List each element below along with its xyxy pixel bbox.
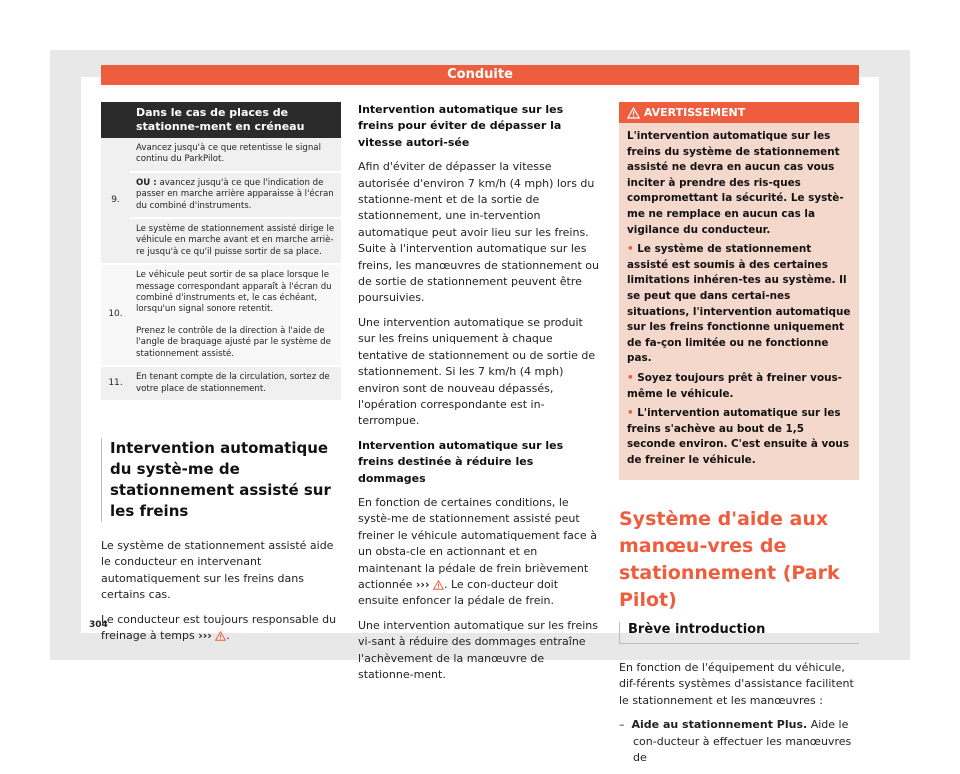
chapter-title-park-pilot: Système d'aide aux manœu-vres de stationnement (Park Pilot): [619, 508, 840, 612]
steps-table: [101, 102, 341, 400]
subheading-speed: Intervention automatique sur les freins pour éviter de dépasser la vitesse autori-sée: [358, 103, 564, 149]
paragraph-text: En fonction de certaines conditions, le systè-me de stationnement assisté peut freiner le véhicule automatiquement face à un obsta-cle en actionnant et en maintenant la pédale de frein brièvement actionnée: [358, 495, 597, 591]
warning-bullet: [627, 242, 851, 367]
table-row: [101, 264, 341, 321]
step-number: 11.: [101, 366, 130, 400]
paragraph: [358, 495, 602, 610]
warning-box: [619, 102, 859, 480]
cross-ref-arrow[interactable]: ›››: [415, 577, 430, 591]
table-row: [101, 172, 341, 218]
table-row: [101, 138, 341, 172]
subheading-damage: Intervention automatique sur les freins destinée à réduire les dommages: [358, 438, 564, 485]
paragraph-text: Le conducteur est toujours responsable du freinage à temps: [101, 612, 337, 642]
section-title-auto-braking: Intervention automatique du systè-me de stationnement assisté sur les freins: [101, 438, 341, 522]
warning-bullet: [627, 371, 851, 402]
step-number: 9.: [101, 138, 130, 264]
warning-header: [619, 102, 859, 123]
warning-title: AVERTISSEMENT: [643, 106, 746, 119]
list-item: [619, 717, 859, 766]
paragraph: Une intervention automatique se produit sur les freins uniquement à chaque tentative de stationnement ou de sortie de stationnement. Si les 7 km/h (4 mph) environ sont de nouveau dépassés, l'opération correspondante est in-terrompue.: [358, 315, 596, 428]
warning-triangle-icon[interactable]: [433, 580, 444, 590]
step-text: Prenez le contrôle de la direction à l'aide de l'angle de braquage ajusté par le système de stationnement assisté.: [130, 321, 341, 366]
step-number: 10.: [101, 264, 130, 366]
warning-triangle-icon[interactable]: [215, 631, 226, 641]
warning-body: [619, 123, 859, 480]
page-number: 304: [89, 620, 108, 630]
warning-paragraph: L'intervention automatique sur les freins du système de stationnement assisté ne devra en aucun cas vous inciter à prendre des ris-ques compromettant la sécurité. Le systè-me ne remplace en aucun cas la vigilance du conducteur.: [627, 130, 844, 236]
warning-bullet-text: L'intervention automatique sur les freins s'achève au bout de 1,5 seconde environ. C'est ensuite à vous de freiner le véhicule.: [627, 407, 849, 466]
list-item-bold: Aide au stationnement Plus.: [631, 718, 808, 732]
column-left: [101, 102, 341, 652]
column-middle: [358, 102, 602, 691]
table-row: [101, 321, 341, 366]
bullet-marker: •: [627, 407, 634, 420]
step-text: Le véhicule peut sortir de sa place lorsque le message correspondant apparaît à l'écran du combiné d'instruments et, le cas échéant, lorsqu'un signal sonore retentit.: [130, 264, 341, 321]
step-text: Le système de stationnement assisté dirige le véhicule en marche avant et en marche arriè-re jusqu'à ce qu'il puisse sortir de sa place.: [130, 218, 341, 264]
bullet-marker: •: [627, 243, 634, 256]
paragraph-text: . Le con-ducteur doit ensuite enfoncer la pédale de frein.: [358, 577, 559, 608]
paragraph: En fonction de l'équipement du véhicule, dif-férents systèmes d'assistance facilitent le stationnement et les manœuvres :: [619, 660, 854, 707]
or-prefix: OU :: [136, 177, 157, 188]
paragraph: Afin d'éviter de dépasser la vitesse autorisée d'environ 7 km/h (4 mph) lors du stationne-ment et de la sortie de stationnement, une in-tervention automatique peut avoir lieu sur les freins. Suite à l'intervention automatique sur les freins, les manœuvres de stationnement ou de sortie de stationnement peuvent être poursuivies.: [358, 160, 599, 305]
step-text-or: avancez jusqu'à ce que l'indication de passer en marche arrière apparaisse à l'écran du combiné d'instruments.: [136, 177, 334, 211]
subsection-title-brief: Brève introduction: [619, 622, 859, 643]
warning-triangle-icon: [627, 107, 640, 119]
bullet-marker: •: [627, 371, 634, 384]
list-item-text: Aide le con-ducteur à effectuer les manœuvres de: [633, 718, 852, 764]
cross-ref-arrow[interactable]: ›››: [198, 628, 212, 642]
step-text: En tenant compte de la circulation, sortez de votre place de stationnement.: [130, 366, 341, 400]
table-row: [101, 366, 341, 400]
warning-bullet-text: Le système de stationnement assisté est soumis à des certaines limitations inhéren-tes au système. Il se peut que dans certai-nes situations, l'intervention automatique sur les freins fonctionne uniquement de fa-çon limitée ou ne fonctionne pas.: [627, 243, 851, 365]
warning-bullet: [627, 406, 851, 468]
step-text: Avancez jusqu'à ce que retentisse le signal continu du ParkPilot.: [130, 138, 341, 172]
warning-bullet-text: Soyez toujours prêt à freiner vous-même le véhicule.: [627, 371, 842, 400]
table-header-empty: [101, 102, 130, 138]
table-header-title: Dans le cas de places de stationne-ment en créneau: [130, 102, 341, 138]
paragraph: Le système de stationnement assisté aide le conducteur en intervenant automatiquement sur les freins dans certains cas.: [101, 538, 334, 602]
table-row: [101, 218, 341, 264]
paragraph: Une intervention automatique sur les freins vi-sant à réduire des dommages entraîne l'achèvement de la manœuvre de stationne-ment.: [358, 618, 598, 681]
dash-marker: –: [619, 718, 625, 732]
step-text: [130, 172, 341, 218]
chapter-header: Conduite: [101, 65, 859, 85]
column-right: [619, 102, 859, 774]
paragraph: Le conducteur est toujours responsable du freinage à temps ››› .: [101, 612, 337, 642]
